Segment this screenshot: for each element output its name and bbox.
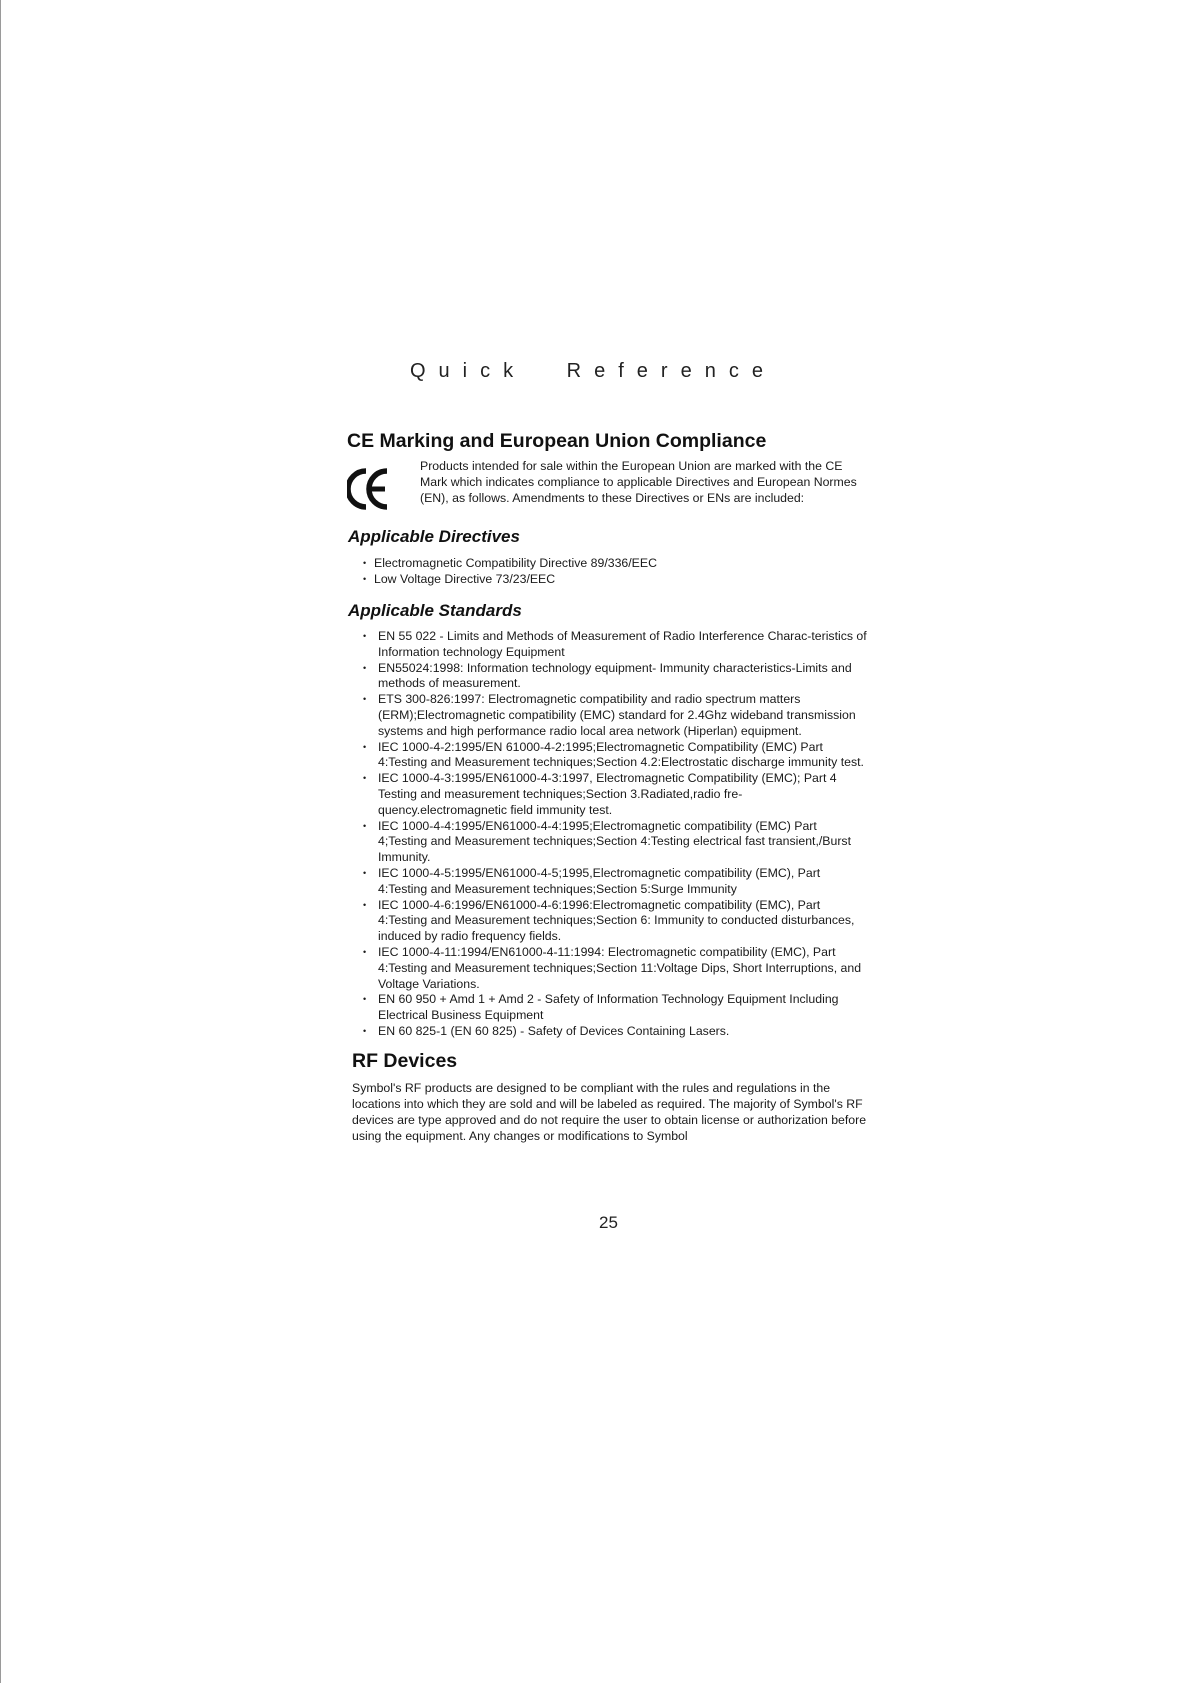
rf-section-title: RF Devices [352,1049,458,1072]
directive-item: • Electromagnetic Compatibility Directive 89/336/EEC [363,555,867,571]
ce-section-title: CE Marking and European Union Compliance [347,430,767,452]
ce-block [347,458,867,513]
standard-item: • ETS 300-826:1997: Electromagnetic compatibility and radio spectrum matters (ERM);Electromagnetic compatibility (EMC) standard for 2.4Ghz wideband transmission systems and high performance radio local area network (Hiperlan) equipment. [363,692,868,739]
page-content [347,430,867,1144]
standard-item: • EN55024:1998: Information technology equipment- Immunity characteristics-Limits and methods of measurement. [363,661,868,693]
standards-title: Applicable Standards [348,601,522,620]
directives-title: Applicable Directives [348,527,520,546]
standard-item: • IEC 1000-4-4:1995/EN61000-4-4:1995;Electromagnetic compatibility (EMC) Part 4;Testing and Measurement techniques;Section 4:Testing electrical fast transient,/Burst Immunity. [363,819,868,866]
standard-item: • EN 55 022 - Limits and Methods of Measurement of Radio Interference Charac-teristics of Information technology Equipment [363,629,868,661]
page-number: 25 [599,1213,618,1232]
standards-list [347,629,868,1040]
rf-body-text: Symbol's RF products are designed to be compliant with the rules and regulations in the locations into which they are sold and will be labeled as required. The majority of Symbol's RF devices are type approved and do not require the user to obtain license or authorization before using the equipment. Any changes or modifications to Symbol [352,1080,867,1143]
standard-item: • EN 60 950 + Amd 1 + Amd 2 - Safety of Information Technology Equipment Including Electrical Business Equipment [363,992,868,1024]
standard-item: • IEC 1000-4-2:1995/EN 61000-4-2:1995;Electromagnetic Compatibility (EMC) Part 4:Testing and Measurement techniques;Section 4.2:Electrostatic discharge immunity test. [363,740,868,772]
ce-intro-text: Products intended for sale within the European Union are marked with the CE Mark which indicates compliance to applicable Directives and European Normes (EN), as follows. Amendments to these Directives or ENs are included: [420,459,857,505]
standard-item: • EN 60 825-1 (EN 60 825) - Safety of Devices Containing Lasers. [363,1024,868,1040]
standard-item: • IEC 1000-4-3:1995/EN61000-4-3:1997, Electromagnetic Compatibility (EMC); Part 4 Testing and measurement techniques;Section 3.Radiated,radio fre-quency.electromagnetic field immunity test. [363,771,868,818]
running-header: Quick Reference [410,360,776,382]
standard-item: • IEC 1000-4-6:1996/EN61000-4-6:1996:Electromagnetic compatibility (EMC), Part 4:Testing and Measurement techniques;Section 6: Immunity to conducted disturbances, induced by radio frequency fields. [363,898,868,945]
ce-mark-icon [347,465,389,513]
directive-item: • Low Voltage Directive 73/23/EEC [363,571,867,587]
standard-item: • IEC 1000-4-11:1994/EN61000-4-11:1994: Electromagnetic compatibility (EMC), Part 4:Testing and Measurement techniques;Section 11:Voltage Dips, Short Interruptions, and Voltage Variations. [363,945,868,992]
directives-list [347,555,867,587]
page-edge-rule [0,0,1,1683]
standard-item: • IEC 1000-4-5:1995/EN61000-4-5;1995,Electromagnetic compatibility (EMC), Part 4:Testing and Measurement techniques;Section 5:Surge Immunity [363,866,868,898]
